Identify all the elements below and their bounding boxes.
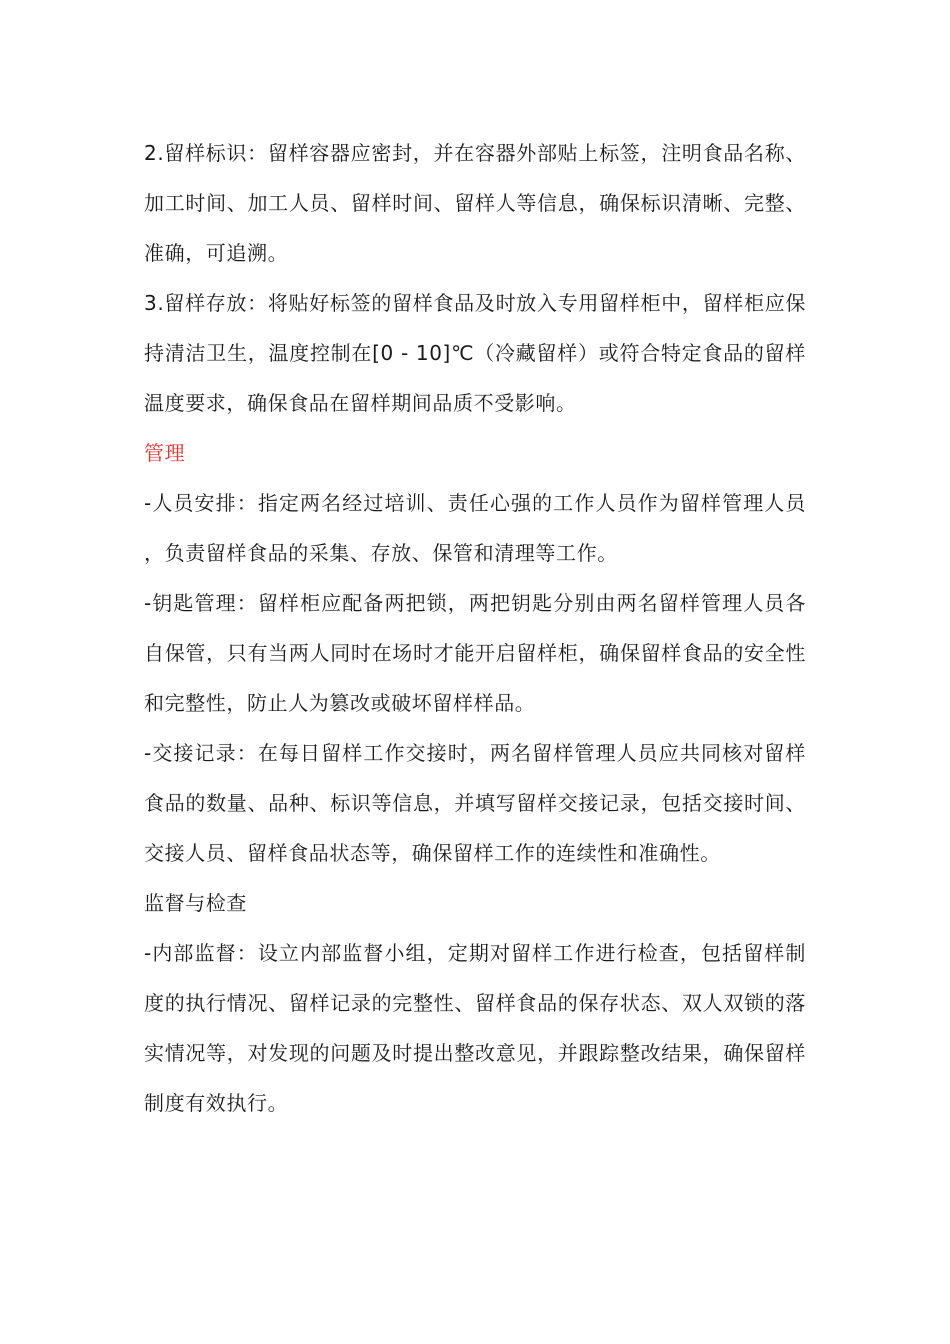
paragraph-key-management: -钥匙管理：留样柜应配备两把锁，两把钥匙分别由两名留样管理人员各自保管，只有当两人同时在场时才能开启留样柜，确保留样食品的安全性和完整性，防止人为篡改或破坏留样样品。 bbox=[144, 591, 806, 715]
paragraph-handover-record: -交接记录：在每日留样工作交接时，两名留样管理人员应共同核对留样食品的数量、品种、标识等信息，并填写留样交接记录，包括交接时间、交接人员、留样食品状态等，确保留样工作的连续性和准确性。 bbox=[144, 741, 806, 865]
section-heading-supervision: 监督与检查 bbox=[144, 891, 247, 915]
document-body bbox=[144, 128, 806, 1128]
section-heading-management: 管理 bbox=[144, 441, 186, 465]
paragraph-staff-arrangement: -人员安排：指定两名经过培训、责任心强的工作人员作为留样管理人员，负责留样食品的采集、存放、保管和清理等工作。 bbox=[144, 491, 806, 565]
paragraph-internal-supervision: -内部监督：设立内部监督小组，定期对留样工作进行检查，包括留样制度的执行情况、留样记录的完整性、留样食品的保存状态、双人双锁的落实情况等，对发现的问题及时提出整改意见，并跟踪整改结果，确保留样制度有效执行。 bbox=[144, 941, 806, 1115]
paragraph-sample-labeling: 2.留样标识：留样容器应密封，并在容器外部贴上标签，注明食品名称、加工时间、加工人员、留样时间、留样人等信息，确保标识清晰、完整、准确，可追溯。 bbox=[144, 141, 806, 265]
paragraph-sample-storage: 3.留样存放：将贴好标签的留样食品及时放入专用留样柜中，留样柜应保持清洁卫生，温度控制在[0 - 10]℃（冷藏留样）或符合特定食品的留样温度要求，确保食品在留样期间品质不受影响。 bbox=[144, 291, 806, 415]
